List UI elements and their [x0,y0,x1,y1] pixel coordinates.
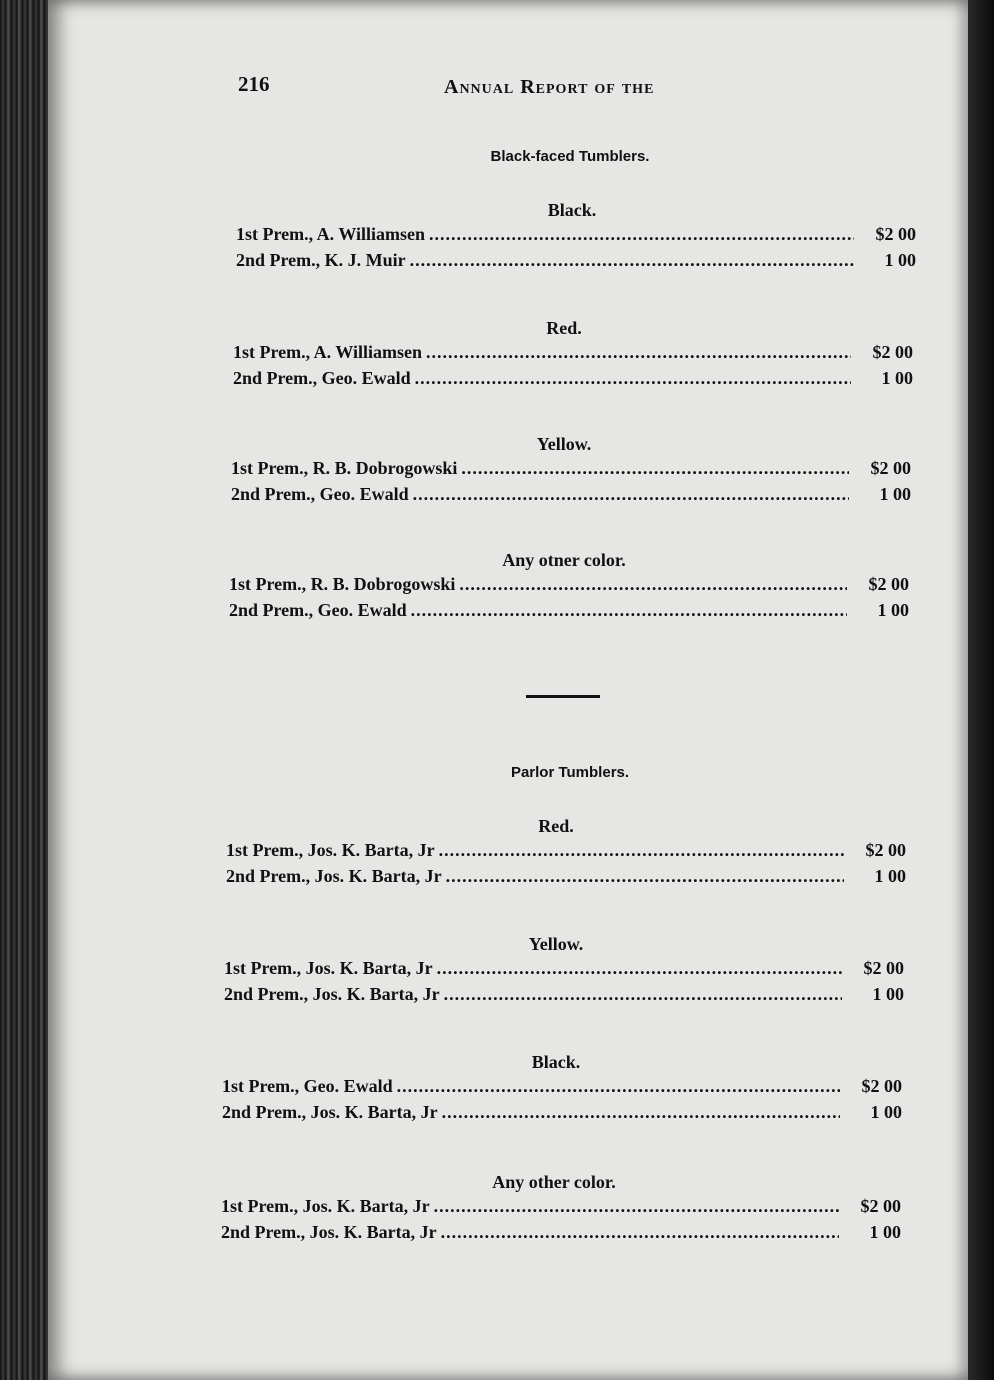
prize-entry [229,600,909,624]
section-title-parlor-tumblers: Parlor Tumblers. [510,764,630,781]
dot-leader [430,1196,839,1217]
prize-winner: 2nd Prem., Jos. K. Barta, Jr [222,1102,438,1122]
prize-entry [226,866,906,890]
prize-amount: 1 00 [874,866,906,886]
category-heading: Any other color. [492,1172,616,1192]
dot-leader [437,1222,839,1243]
prize-winner: 1st Prem., Jos. K. Barta, Jr [226,840,435,860]
prize-winner: 1st Prem., R. B. Dobrogowski [229,574,456,594]
dot-leader [457,458,849,479]
category-heading: Yellow. [536,434,592,454]
prize-winner: 2nd Prem., Geo. Ewald [229,600,407,620]
prize-amount: $2 00 [861,1076,902,1096]
prize-entry [224,984,904,1008]
prize-amount: 1 00 [872,984,904,1004]
section-divider-rule [526,695,600,698]
prize-winner: 2nd Prem., Jos. K. Barta, Jr [224,984,440,1004]
prize-amount: 1 00 [881,368,913,388]
prize-entry [221,1222,901,1246]
prize-entry [221,1196,901,1220]
dot-leader [407,600,847,621]
category-heading: Red. [538,816,574,836]
prize-amount: 1 00 [870,1102,902,1122]
prize-entry [224,958,904,982]
prize-amount: $2 00 [868,574,909,594]
dot-leader [411,368,851,389]
prize-amount: 1 00 [884,250,916,270]
prize-winner: 1st Prem., R. B. Dobrogowski [231,458,458,478]
prize-entry [236,224,916,248]
dot-leader [433,958,842,979]
prize-entry [236,250,916,274]
category-heading: Any otner color. [502,550,626,570]
dot-leader [406,250,854,271]
dot-leader [435,840,844,861]
dot-leader [440,984,842,1005]
category-heading: Red. [546,318,582,338]
prize-amount: $2 00 [860,1196,901,1216]
prize-entry [233,342,913,366]
prize-winner: 1st Prem., Geo. Ewald [222,1076,393,1096]
prize-entry [222,1076,902,1100]
prize-amount: $2 00 [872,342,913,362]
dot-leader [438,1102,840,1123]
prize-amount: $2 00 [865,840,906,860]
category-heading: Yellow. [528,934,584,954]
prize-winner: 2nd Prem., Geo. Ewald [231,484,409,504]
prize-winner: 2nd Prem., Jos. K. Barta, Jr [221,1222,437,1242]
page-edge-shadow [968,0,994,1380]
dot-leader [422,342,851,363]
prize-winner: 2nd Prem., Jos. K. Barta, Jr [226,866,442,886]
prize-winner: 1st Prem., A. Williamsen [233,342,422,362]
dot-leader [425,224,854,245]
dot-leader [409,484,849,505]
category-heading: Black. [531,1052,581,1072]
prize-winner: 2nd Prem., Geo. Ewald [233,368,411,388]
prize-amount: 1 00 [877,600,909,620]
dot-leader [442,866,844,887]
prize-amount: $2 00 [870,458,911,478]
category-heading: Black. [547,200,597,220]
prize-winner: 1st Prem., Jos. K. Barta, Jr [224,958,433,978]
prize-amount: $2 00 [863,958,904,978]
prize-winner: 1st Prem., A. Williamsen [236,224,425,244]
prize-entry [222,1102,902,1126]
dot-leader [393,1076,840,1097]
prize-winner: 1st Prem., Jos. K. Barta, Jr [221,1196,430,1216]
running-head: Annual Report of the [444,76,655,98]
prize-entry [231,484,911,508]
prize-amount: $2 00 [875,224,916,244]
prize-entry [229,574,909,598]
dot-leader [455,574,847,595]
page-number: 216 [238,72,270,96]
prize-entry [231,458,911,482]
section-title-black-faced-tumblers: Black-faced Tumblers. [490,148,650,165]
prize-winner: 2nd Prem., K. J. Muir [236,250,406,270]
prize-amount: 1 00 [879,484,911,504]
prize-entry [226,840,906,864]
prize-entry [233,368,913,392]
prize-amount: 1 00 [869,1222,901,1242]
